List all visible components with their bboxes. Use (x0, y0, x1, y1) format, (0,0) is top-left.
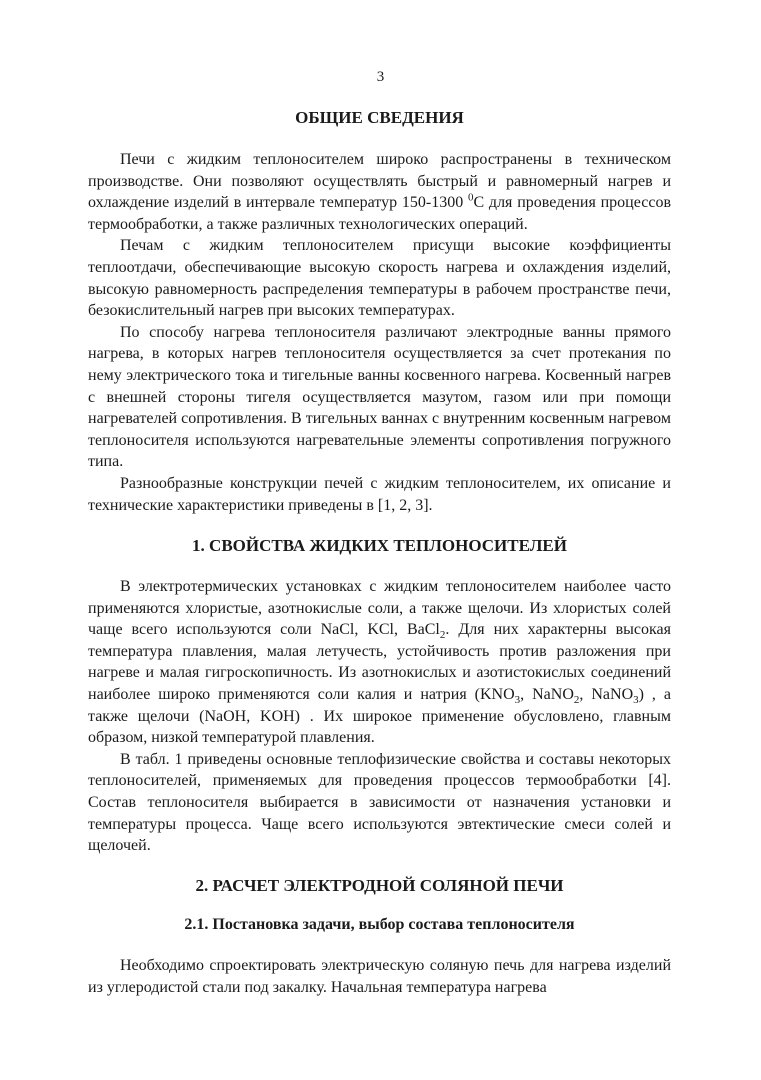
paragraph-general-2: Печам с жидким теплоносителем присущи высокие коэффициенты теплоотдачи, обеспечивающие высокую скорость нагрева и охлаждения изделий, высокую равномерность распределения температуры в рабочем пространстве печи, безокислительный нагрев при высоких температурах. (88, 237, 671, 320)
section-1 (88, 536, 671, 556)
subsection-2-1 (88, 916, 671, 934)
section-title-2: 2. РАСЧЕТ ЭЛЕКТРОДНОЙ СОЛЯНОЙ ПЕЧИ (195, 876, 564, 895)
paragraph-1-1: В электротермических установках с жидким теплоносителем наиболее часто применяются хлористые, азотнокислые соли, а также щелочи. Из хлористых солей чаще всего используются соли NaCl, KCl, BaCl$_2$. Для них характерны высокая температура плавления, малая летучесть, устойчивость против разложения при нагреве и малая гигроскопичность. Из азотнокислых и азотистокислых соединений наиболее широко применяются соли калия и натрия ($KNO_3$, NaNO$_2$, NaNO$_3$) , а также щелочи (NaOH, KOH) . Их широкое применение обусловлено, главным образом, низкой температурой плавления. (88, 578, 671, 747)
section-2 (88, 876, 671, 896)
paragraph-general-3: По способу нагрева теплоносителя различают электродные ванны прямого нагрева, в которых нагрев теплоносителя осуществляется за счет протекания по нему электрического тока и тигельные ванны косвенного нагрева. Косвенный нагрев с внешней стороны тигеля осуществляется мазутом, газом или при помощи нагревателей сопротивления. В тигельных ваннах с внутренним косвенным нагревом теплоносителя используются нагревательные элементы сопротивления погружного типа. (88, 323, 671, 471)
section-general (88, 108, 671, 128)
paragraph-1-2: В табл. 1 приведены основные теплофизические свойства и составы некоторых теплоносителей, применяемых для проведения процессов термообработки [4]. Состав теплоносителя выбирается в зависимости от назначения установки и температуры процесса. Чаще всего используются эвтектические смеси солей и щелочей. (88, 750, 671, 855)
paragraph-general-4: Разнообразные конструкции печей с жидким теплоносителем, их описание и технические характеристики приведены в [1, 2, 3]. (88, 474, 671, 514)
section-title-general: ОБЩИЕ СВЕДЕНИЯ (295, 108, 464, 127)
page-number: 3 (376, 69, 385, 85)
section-1-body (88, 576, 671, 857)
subsection-title-2-1: 2.1. Постановка задачи, выбор состава теплоносителя (184, 916, 575, 933)
paragraph-2-1: Необходимо спроектировать электрическую соляную печь для нагрева изделий из углеродистой стали под закалку. Начальная температура нагрева (88, 957, 671, 996)
section-general-body (88, 149, 671, 516)
paragraph-general-1: Печи с жидким теплоносителем широко распространены в техническом производстве. Они позволяют осуществлять быстрый и равномерный нагрев и охлаждение изделий в интервале температур 150-1300 $^0$С для проведения процессов термообработки, а также различных технологических операций. (88, 151, 671, 233)
section-title-1: 1. СВОЙСТВА ЖИДКИХ ТЕПЛОНОСИТЕЛЕЙ (192, 536, 567, 555)
section-2-body (88, 955, 671, 998)
